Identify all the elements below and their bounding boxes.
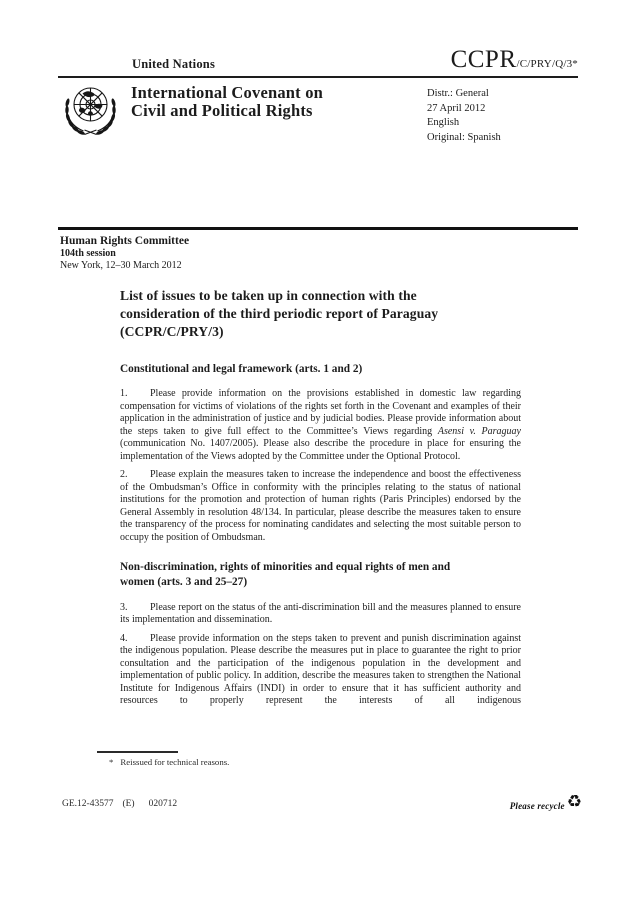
paragraph-3-text: Please report on the status of the anti-discrimination bill and the measures planned to ensure its implementation and dissemination.	[120, 601, 521, 626]
org-name: United Nations	[132, 57, 216, 71]
job-number: GE.12-43577	[62, 799, 114, 809]
covenant-title-line1: International Covenant on	[131, 83, 324, 102]
footnote-separator	[97, 751, 178, 753]
section-rule	[58, 227, 578, 230]
footnote-marker: *	[109, 757, 114, 767]
please-recycle-mark	[510, 794, 582, 811]
committee-block	[60, 234, 189, 272]
language-line: English	[427, 117, 460, 129]
paragraph-4-text: Please provide information on the steps taken to prevent and punish discrimination against the indigenous population. Please describe the measures put in place to guarantee the right to prior consultation and the participation of the indigenous population in the development and implementation of public policy. In addition, describe the measures taken to strengthen the National Institute for Indigenous Affairs (INDI) in order to ensure that it has sufficient authority and resources to properly represent the interests of all indigenous	[120, 632, 521, 707]
paragraph-4-number: 4.	[120, 632, 128, 644]
job-language: (E)	[122, 799, 135, 809]
recycle-label: Please recycle	[509, 800, 565, 811]
paragraph-1-number: 1.	[120, 388, 128, 399]
document-symbol	[451, 46, 578, 74]
document-title-line3: (CCPR/C/PRY/3)	[120, 324, 224, 339]
original-language-line: Original: Spanish	[427, 131, 501, 143]
paragraph-1-text-before: Please provide information on the provisions established in domestic law regarding compensation for victims of violations of the rights set forth in the Covenant and examples of their application in the administration of justice and by judicial bodies. Please provide information about the steps taken to give full effect to the Committee’s Views regarding	[120, 388, 521, 437]
case-name: Asensi v. Paraguay	[437, 425, 521, 437]
paragraph-1-text-after: (communication No. 1407/2005). Please also describe the procedure in place for ensuring the implementation of the Views adopted by the Committee under the Optional Protocol.	[120, 438, 521, 462]
document-symbol-main: CCPR	[450, 46, 517, 73]
session-venue-dates: New York, 12–30 March 2012	[60, 260, 182, 271]
header-rule	[58, 76, 578, 78]
covenant-title	[131, 84, 323, 119]
document-symbol-suffix: /C/PRY/Q/3*	[516, 58, 578, 70]
footnote	[109, 757, 229, 767]
distr-line: Distr.: General	[427, 88, 489, 99]
committee-name: Human Rights Committee	[60, 235, 190, 247]
distribution-block	[427, 87, 501, 145]
section2-heading-line2: women (arts. 3 and 25–27)	[120, 575, 248, 588]
un-emblem-icon	[61, 81, 120, 143]
job-date-code: 020712	[148, 799, 178, 809]
paragraph-3	[120, 602, 521, 627]
section2-heading-line1: Non-discrimination, rights of minorities and equal rights of men and	[120, 560, 451, 573]
paragraph-4	[120, 633, 521, 708]
covenant-title-line2: Civil and Political Rights	[131, 100, 313, 120]
session-number: 104th session	[60, 248, 116, 259]
section-heading-non-discrimination	[120, 560, 521, 590]
footnote-text: Reissued for technical reasons.	[120, 757, 230, 767]
section1-heading-line1: Constitutional and legal framework (arts. 1 and 2)	[120, 363, 363, 375]
document-title-line2: consideration of the third periodic report of Paraguay	[120, 306, 439, 321]
section-heading-constitutional	[120, 362, 521, 377]
paragraph-3-number: 3.	[120, 601, 128, 613]
document-title-line1: List of issues to be taken up in connection with the	[120, 288, 417, 303]
paragraph-1	[120, 388, 521, 463]
document-body	[120, 287, 521, 708]
paragraph-2-number: 2.	[120, 469, 128, 481]
date-line: 27 April 2012	[427, 102, 486, 114]
paragraph-2	[120, 469, 521, 544]
paragraph-2-text: Please explain the measures taken to increase the independence and boost the effectiveness of the Ombudsman’s Office in conformity with the principles relating to the status of national institutions for the promotion and protection of human rights (Paris Principles) endorsed by the General Assembly in resolution 48/134. In particular, please describe the measures taken to ensure the transparency of the process for nominating candidates and selecting the most suitable person to occupy the position of Ombudsman.	[120, 469, 521, 544]
job-number-line	[62, 799, 177, 809]
recycle-icon: ♻	[566, 792, 582, 812]
document-title	[120, 287, 521, 341]
